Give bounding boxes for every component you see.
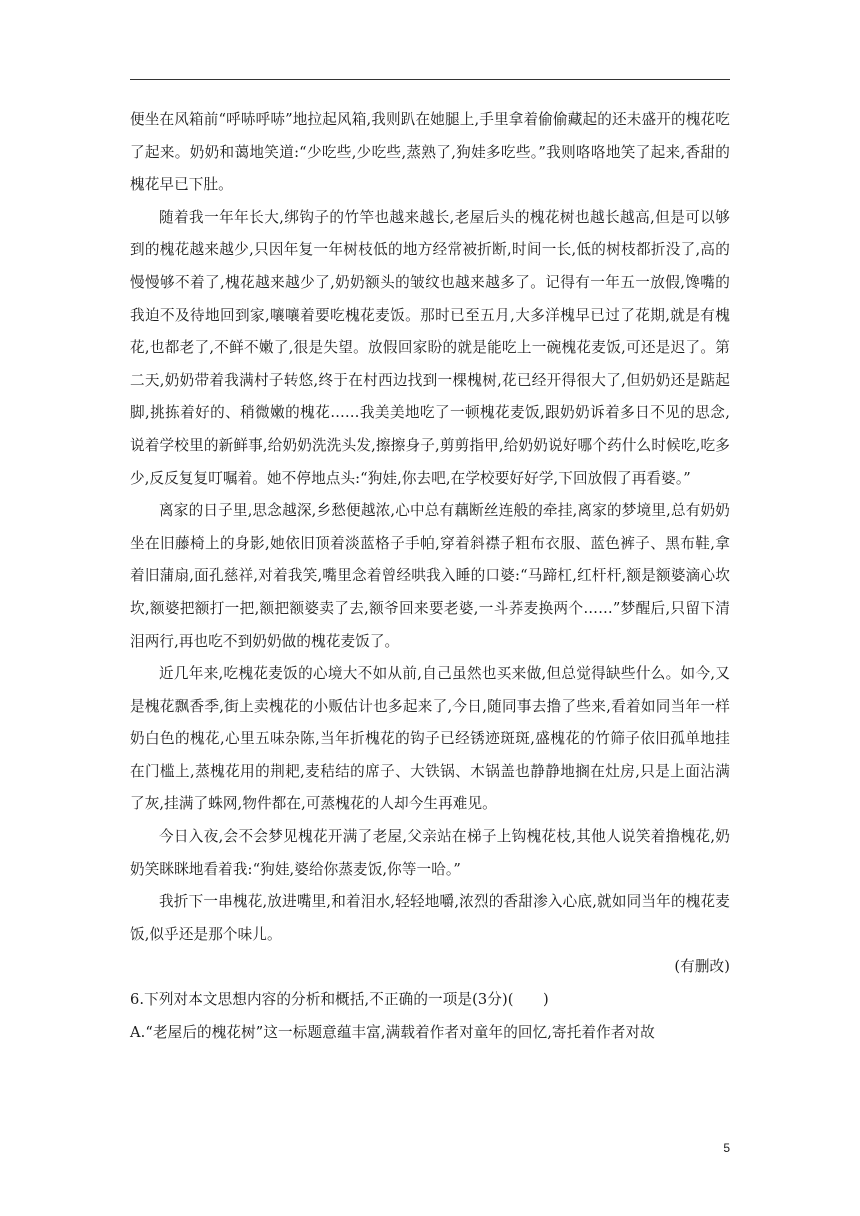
question-stem: 6.下列对本文思想内容的分析和概括,不正确的一项是(3分)( ) — [130, 991, 549, 1009]
paragraph-1: 便坐在风箱前“呼哧呼哧”地拉起风箱,我则趴在她腿上,手里拿着偷偷藏起的还未盛开的槐花吃了起来。奶奶和蔼地笑道:“少吃些,少吃些,蒸熟了,狗娃多吃些。”我则咯咯地笑了起来,香甜的槐花早已下肚。 — [130, 111, 730, 194]
paragraph-4: 近几年来,吃槐花麦饭的心境大不如从前,自己虽然也买来做,但总觉得缺些什么。如今,又是槐花飘香季,街上卖槐花的小贩估计也多起来了,今日,随同事去撸了些来,看着如同当年一样奶白色的槐花,心里五味杂陈,当年折槐花的钩子已经锈迹斑斑,盛槐花的竹筛子依旧孤单地挂在门槛上,蒸槐花用的荆耙,麦秸结的席子、大铁锅、木锅盖也静静地搁在灶房,只是上面沾满了灰,挂满了蛛网,物件都在,可蒸槐花的人却今生再难见。 — [130, 665, 730, 813]
paragraph-6: 我折下一串槐花,放进嘴里,和着泪水,轻轻地嚼,浓烈的香甜渗入心底,就如同当年的槐花麦饭,似乎还是那个味儿。 — [130, 893, 730, 943]
question-option-a: A.“老屋后的槐花树”这一标题意蕴丰富,满载着作者对童年的回忆,寄托着作者对故 — [130, 1023, 655, 1041]
paragraph-3: 离家的日子里,思念越深,乡愁便越浓,心中总有藕断丝连般的牵挂,离家的梦境里,总有奶奶坐在旧藤椅上的身影,她依旧顶着淡蓝格子手帕,穿着斜襟子粗布衣服、蓝色裤子、黑布鞋,拿着旧蒲扇,面孔慈祥,对着我笑,嘴里念着曾经哄我入睡的口婆:“马蹄杠,红杆杆,额是额婆滴心坎坎,额婆把额打一把,额把额婆卖了去,额爷回来要老婆,一斗荞麦换两个……”梦醒后,只留下清泪两行,再也吃不到奶奶做的槐花麦饭了。 — [130, 502, 730, 650]
paragraph-5: 今日入夜,会不会梦见槐花开满了老屋,父亲站在梯子上钩槐花枝,其他人说笑着撸槐花,奶奶笑眯眯地看着我:“狗娃,婆给你蒸麦饭,你等一哈。” — [130, 828, 730, 878]
page-number: 5 — [723, 1141, 730, 1155]
article-body — [130, 104, 730, 1049]
paragraph-2: 随着我一年年长大,绑钩子的竹竿也越来越长,老屋后头的槐花树也越长越高,但是可以够到的槐花越来越少,只因年复一年树枝低的地方经常被折断,时间一长,低的树枝都折没了,高的慢慢够不着了,槐花越来越少了,奶奶额头的皱纹也越来越多了。记得有一年五一放假,馋嘴的我迫不及待地回到家,嚷嚷着要吃槐花麦饭。那时已至五月,大多洋槐早已过了花期,就是有槐花,也都老了,不鲜不嫩了,很是失望。放假回家盼的就是能吃上一碗槐花麦饭,可还是迟了。第二天,奶奶带着我满村子转悠,终于在村西边找到一棵槐树,花已经开得很大了,但奶奶还是踮起脚,挑拣着好的、稍微嫩的槐花……我美美地吃了一顿槐花麦饭,跟奶奶诉着多日不见的思念,说着学校里的新鲜事,给奶奶洗洗头发,擦擦身子,剪剪指甲,给奶奶说好哪个药什么时候吃,吃多少,反反复复叮嘱着。她不停地点头:“狗娃,你去吧,在学校要好好学,下回放假了再看婆。” — [130, 208, 730, 487]
header-rule — [130, 79, 730, 80]
source-note: (有删改) — [674, 958, 730, 976]
